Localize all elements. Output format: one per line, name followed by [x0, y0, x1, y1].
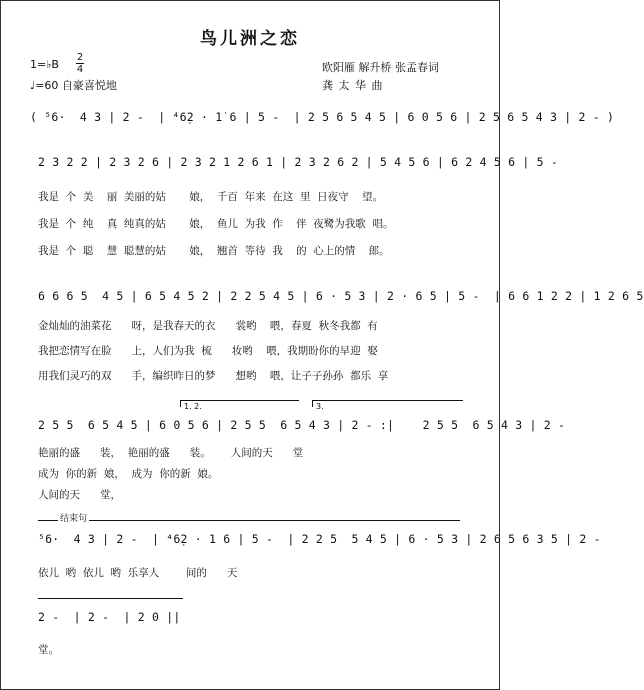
lyric-chorus-a-2: 我把恋情写在脸 上，人们为我 梳 妆哟 喂，我期盼你的早迎 娶 [38, 345, 378, 357]
meter-bottom: 4 [76, 64, 84, 75]
lyric-chorus-b-3: 人间的天 堂， [38, 489, 122, 501]
lyric-coda: 依儿 哟 依儿 哟 乐享人 间的 天 [38, 567, 238, 579]
notes-coda: ⁵6· 4 3 | 2 - | ⁴6̣2 · 1 6 | 5 - | 2 2 5 5 4 5 | 6 · 5 3 | 2 6 5 6 3 5 | 2 - [38, 532, 601, 546]
notes-verse: 2 3 2 2 | 2 3 2 6 | 2 3 2 1 2 6 1 | 2 3 2 6 2 | 5 4 5 6 | 6 2 4 5 6 | 5 - [38, 155, 559, 169]
notes-final: 2 - | 2 - | 2 0 || [38, 610, 181, 624]
coda-label: 结束句 [58, 511, 89, 524]
lyric-final: 堂。 [38, 644, 59, 656]
lyric-chorus-b-1: 艳丽的盛 装， 艳丽的盛 装。 人间的天 堂 [38, 447, 304, 459]
final-bracket-line [38, 598, 183, 599]
lyric-chorus-b-2: 成为 你的新 娘， 成为 你的新 娘。 [38, 468, 219, 480]
volta-label-2: 3. [316, 402, 324, 411]
composer-credit: 龚 太 华 曲 [322, 79, 384, 92]
notes-intro: ( ⁵6· 4 3 | 2 - | ⁴6̣2 · 1̇ 6 | 5 - | 2 5 6 5 4 5 | 6 0 5 6 | 2 5 6 5 4 3 | 2 - ) [30, 110, 615, 124]
lyric-verse-3: 我是 个 聪 慧 聪慧的姑 娘， 翘首 等待 我 的 心上的情 郎。 [38, 245, 390, 257]
lyric-chorus-a-1: 金灿灿的油菜花 呀，是我春天的衣 裳哟 喂，春夏 秋冬我都 有 [38, 320, 378, 332]
volta-label-1: 1. 2. [184, 402, 202, 411]
song-title: 鸟儿洲之恋 [200, 29, 300, 49]
lyric-verse-1: 我是 个 美 丽 美丽的姑 娘， 千百 年来 在这 里 日夜守 望。 [38, 191, 383, 203]
meter-top: 2 [76, 52, 84, 63]
volta-bracket-2 [312, 400, 463, 407]
time-signature [76, 52, 84, 75]
coda-bracket-line [38, 520, 460, 521]
lyric-chorus-a-3: 用我们灵巧的双 手，编织昨日的梦 想哟 喂，让子子孙孙 都乐 享 [38, 370, 389, 382]
lyricist-credit: 欧阳雁 解升桥 张孟春词 [322, 61, 439, 74]
key-signature: 1=♭B [30, 58, 59, 71]
lyric-verse-2: 我是 个 纯 真 纯真的姑 娘， 鱼儿 为我 作 伴 夜鹭为我歌 唱。 [38, 218, 394, 230]
notes-chorus-b: 2 5 5 6 5 4 5 | 6 0 5 6 | 2 5 5 6 5 4 3 | 2 - :| 2 5 5 6 5 4 3 | 2 - [38, 418, 566, 432]
notes-chorus-a: 6 6 6 5 4 5 | 6 5 4 5 2 | 2 2 5 4 5 | 6 · 5 3 | 2 · 6 5 | 5 - | 6 6 1 2 2 | 1 2 6 5 [38, 289, 644, 303]
tempo-marking: ♩=60 自豪喜悦地 [30, 79, 117, 92]
